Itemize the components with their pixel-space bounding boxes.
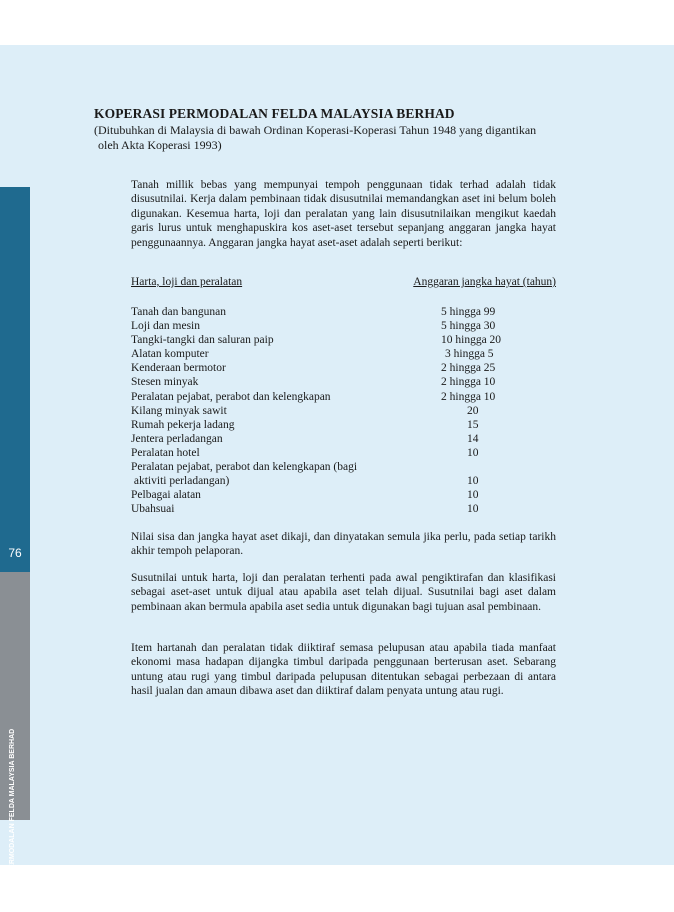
table-row xyxy=(131,502,556,516)
row-life: 10 xyxy=(467,503,479,516)
row-item: Loji dan mesin xyxy=(131,320,200,333)
table-row xyxy=(131,390,556,404)
table-row xyxy=(131,361,556,375)
row-item: Kilang minyak sawit xyxy=(131,404,227,417)
row-item: Peralatan pejabat, perabot dan kelengkapan xyxy=(131,390,331,403)
derecognition-paragraph: Item hartanah dan peralatan tidak diiktiraf semasa pelupusan atau apabila tiada manfaat ekonomi masa hadapan dijangka timbul daripada penggunaan berterusan aset. Sebarang untung atau rugi yang timbul daripada pelupusan ditentukan sebagai perbezaan di antara hasil jualan dan amaun dibawa aset dan diiktiraf dalam penyata untung atau rugi. xyxy=(131,642,556,698)
table-row xyxy=(131,305,556,319)
table-row xyxy=(131,347,556,361)
depreciation-cease-paragraph: Susutnilai untuk harta, loji dan peralatan terhenti pada awal pengiktirafan dan klasifikasi sebagai aset-aset untuk dijual atau apabila aset telah dijual. Susutnilai bagi aset dalam pembinaan akan bermula apabila aset sedia untuk digunakan bagi tujuan asal pembinaan. xyxy=(131,572,556,613)
table-row xyxy=(131,333,556,347)
table-row xyxy=(131,319,556,333)
table-row xyxy=(131,432,556,446)
residual-value-paragraph: Nilai sisa dan jangka hayat aset dikaji, dan dinyatakan semula jika perlu, pada setiap tarikh akhir tempoh pelaporan. xyxy=(131,531,556,558)
sidebar-tab xyxy=(0,187,30,572)
subtitle-line-1: (Ditubuhkan di Malaysia di bawah Ordinan Koperasi-Koperasi Tahun 1948 yang digantikan xyxy=(94,123,537,137)
useful-life-table xyxy=(131,305,556,516)
row-item: Tangki-tangki dan saluran paip xyxy=(131,334,274,347)
row-life: 10 xyxy=(467,489,479,502)
row-item-line-2: aktiviti perladangan) xyxy=(131,475,230,488)
intro-paragraph: Tanah millik bebas yang mempunyai tempoh penggunaan tidak terhad adalah tidak disusutnilai. Kerja dalam pembinaan tidak disusutnilai memandangkan aset ini belum boleh digunakan. Kesemua harta, loji dan peralatan yang lain disusutnilaikan mengikut kaedah garis lurus untuk menghapuskira kos aset-aset tersebut sepanjang anggaran jangka hayat penggunaannya. Anggaran jangka hayat aset-aset adalah seperti berikut: xyxy=(131,179,556,249)
row-item: Rumah pekerja ladang xyxy=(131,418,235,431)
table-row xyxy=(131,446,556,460)
row-item-line-1: Peralatan pejabat, perabot dan kelengkapan (bagi xyxy=(131,461,358,474)
page-number: 76 xyxy=(8,546,22,560)
row-item: Stesen minyak xyxy=(131,376,199,389)
row-item: Ubahsuai xyxy=(131,503,175,516)
company-title: KOPERASI PERMODALAN FELDA MALAYSIA BERHAD xyxy=(94,106,455,121)
table-header-item: Harta, loji dan peralatan xyxy=(131,276,243,288)
table-row xyxy=(131,488,556,502)
row-life: 5 hingga 99 xyxy=(441,306,496,318)
table-header xyxy=(131,276,556,290)
document-header xyxy=(94,106,574,153)
row-item: Pelbagai alatan xyxy=(131,489,201,502)
row-life: 10 hingga 20 xyxy=(441,334,502,347)
row-life: 5 hingga 30 xyxy=(441,320,496,333)
table-header-life: Anggaran jangka hayat (tahun) xyxy=(413,276,556,288)
subtitle-line-2: oleh Akta Koperasi 1993) xyxy=(98,138,222,152)
row-life: 2 hingga 10 xyxy=(441,390,496,403)
row-item: Kenderaan bermotor xyxy=(131,362,226,375)
row-life: 2 hingga 10 xyxy=(441,376,496,389)
row-life: 14 xyxy=(467,432,479,445)
table-row xyxy=(131,404,556,418)
company-subtitle xyxy=(94,123,574,153)
table-row xyxy=(131,460,556,488)
row-life: 20 xyxy=(467,404,479,417)
row-item xyxy=(131,460,357,488)
sidebar-label-band xyxy=(0,572,30,912)
row-life: 15 xyxy=(467,418,479,431)
row-life: 2 hingga 25 xyxy=(441,362,496,375)
row-item: Peralatan hotel xyxy=(131,446,200,459)
table-row xyxy=(131,375,556,389)
row-life: 3 hingga 5 xyxy=(445,348,494,361)
row-item: Tanah dan bangunan xyxy=(131,306,226,318)
vertical-company-label: KOPERASI PERMODALAN FELDA MALAYSIA BERHAD xyxy=(9,728,16,912)
table-row xyxy=(131,418,556,432)
row-item: Jentera perladangan xyxy=(131,432,223,445)
row-item: Alatan komputer xyxy=(131,348,209,361)
row-life: 10 xyxy=(467,446,479,459)
row-life: 10 xyxy=(467,475,479,488)
